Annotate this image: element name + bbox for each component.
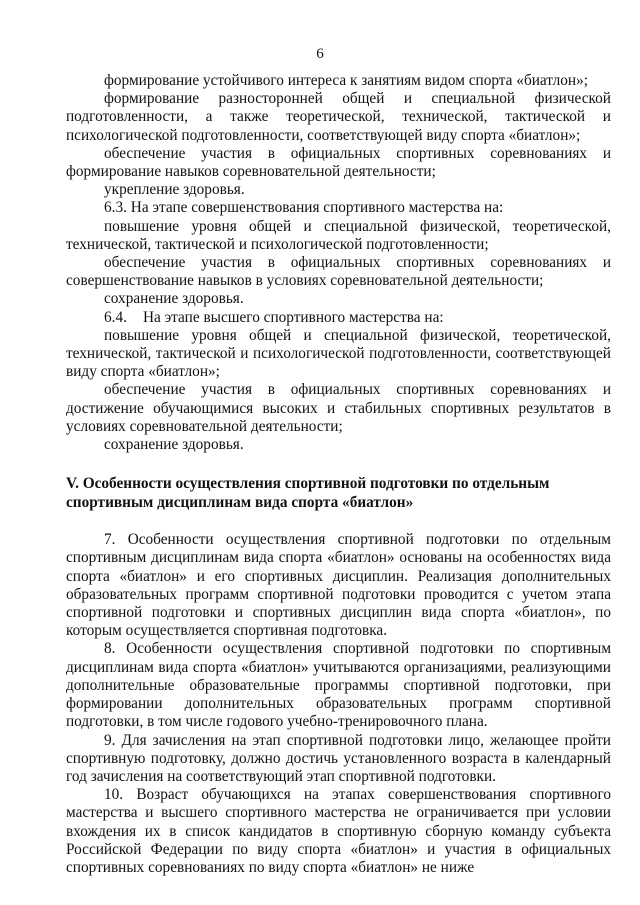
paragraph-competition-participation: обеспечение участия в официальных спортивных соревнованиях и формирование навыков соревновательной деятельности;	[66, 144, 611, 181]
page-number: 6	[316, 46, 324, 62]
document-body	[66, 72, 611, 877]
section-heading-line-1: V. Особенности осуществления спортивной подготовки по отдельным	[66, 475, 550, 493]
paragraph-stage-6-3: 6.3. На этапе совершенствования спортивного мастерства на:	[104, 199, 504, 217]
paragraph-interest: формирование устойчивого интереса к занятиям видом спорта «биатлон»;	[104, 72, 588, 89]
paragraph-versatile-preparation: формирование разносторонней общей и специальной физической подготовленности, а также теоретической, технической, тактической и психологической подготовленности, соответствующей виду спорта «биатлон»;	[66, 90, 611, 144]
paragraph-health-preservation-2: сохранение здоровья.	[104, 436, 244, 454]
paragraph-health-preservation: сохранение здоровья.	[104, 290, 244, 308]
section-heading-line-2: спортивным дисциплинам вида спорта «биатлон»	[66, 493, 414, 511]
section-9: 9. Для зачисления на этап спортивной подготовки лицо, желающее пройти спортивную подготовку, должно достичь установленного возраста в календарный год зачисления на соответствующий этап спортивной подготовки.	[66, 731, 611, 785]
clause-text: На этапе высшего спортивного мастерства на:	[142, 308, 444, 326]
paragraph-competition-skills: обеспечение участия в официальных спортивных соревнованиях и совершенствование навыков в условиях соревновательной деятельности;	[66, 254, 611, 290]
section-8: 8. Особенности осуществления спортивной подготовки по спортивным дисциплинам вида спорта «биатлон» учитываются организациями, реализующими дополнительные образовательные программы спортивной подготовки, при формировании дополнительных образовательных программ спортивной подготовки, в том числе годового учебно-тренировочного плана.	[66, 640, 611, 731]
paragraph-stable-results: обеспечение участия в официальных спортивных соревнованиях и достижение обучающимися высоких и стабильных спортивных результатов в условиях соревновательной деятельности;	[66, 381, 611, 435]
section-10: 10. Возраст обучающихся на этапах совершенствования спортивного мастерства и высшего спортивного мастерства не ограничивается при условии вхождения их в список кандидатов в спортивную сборную команду субъекта Российской Федерации по виду спорта «биатлон» и участия в официальных спортивных соревнованиях по виду спорта «биатлон» не ниже	[66, 786, 611, 876]
paragraph-level-increase: повышение уровня общей и специальной физической, теоретической, технической, тактической и психологической подготовленности;	[66, 217, 611, 253]
clause-number: 6.4.	[104, 308, 127, 326]
section-7: 7. Особенности осуществления спортивной подготовки по отдельным спортивным дисциплинам вида спорта «биатлон» основаны на особенностях вида спорта «биатлон» и его спортивных дисциплин. Реализация дополнительных образовательных программ спортивной подготовки проводится с учетом этапа спортивной подготовки и спортивных дисциплин вида спорта «биатлон», по которым осуществляется спортивная подготовка.	[66, 531, 611, 640]
paragraph-health-strengthening: укрепление здоровья.	[104, 181, 245, 199]
paragraph-high-level-increase: повышение уровня общей и специальной физической, теоретической, технической, тактической и психологической подготовленности, соответствующей виду спорта «биатлон»;	[66, 326, 611, 381]
paragraph-stage-6-4	[66, 309, 611, 327]
